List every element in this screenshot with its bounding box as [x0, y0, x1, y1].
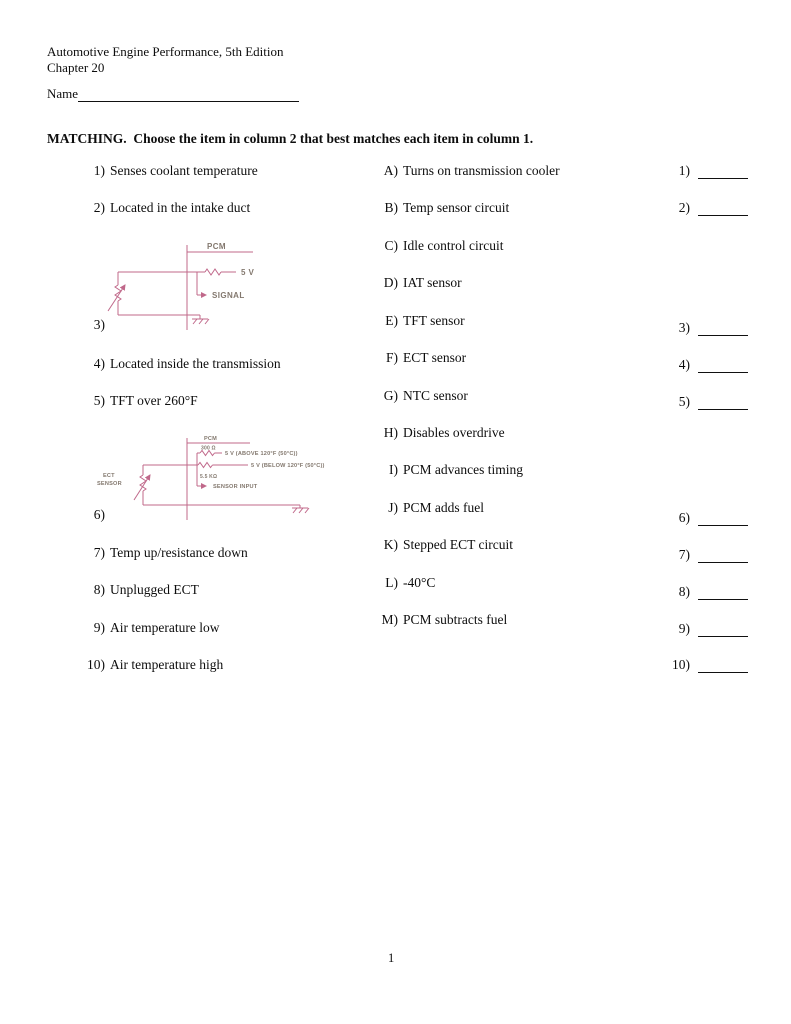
- col2-item-m: [340, 612, 507, 628]
- answer-row-5: [604, 394, 748, 410]
- item-number: 10): [87, 657, 105, 672]
- col2-item-k: [340, 537, 513, 553]
- pcm-label: PCM: [204, 436, 218, 442]
- answer-blank-3[interactable]: [698, 320, 748, 336]
- chapter-label: Chapter 20: [47, 60, 105, 75]
- item-text: Stepped ECT circuit: [403, 537, 513, 552]
- answer-blank-6[interactable]: [698, 510, 748, 526]
- item-number: 8): [93, 582, 105, 597]
- col2-item-j: [340, 500, 484, 516]
- col2-item-f: [340, 350, 466, 366]
- answer-row-9: [604, 621, 748, 637]
- name-blank-line[interactable]: [78, 86, 299, 102]
- col2-item-e: [340, 313, 465, 329]
- item-text: Unplugged ECT: [110, 582, 199, 597]
- item-letter: J): [388, 500, 398, 515]
- answer-number: 8): [678, 584, 690, 599]
- col2-item-b: [340, 200, 509, 216]
- ect-label-line1: ECT: [103, 473, 115, 479]
- col1-item-5: [48, 393, 198, 409]
- item-text: PCM adds fuel: [403, 500, 484, 515]
- col1-item-3: [48, 317, 110, 333]
- signal-label: SIGNAL: [212, 291, 245, 300]
- col2-item-h: [340, 425, 505, 441]
- thermistor-arrow: [108, 285, 125, 311]
- ground-symbol: [192, 315, 209, 324]
- answer-blank-4[interactable]: [698, 357, 748, 373]
- col1-item-7: [48, 545, 248, 561]
- answer-blank-8[interactable]: [698, 584, 748, 600]
- col1-item-9: [48, 620, 219, 636]
- item-number: 2): [93, 200, 105, 215]
- item-letter: H): [383, 425, 398, 440]
- item-text: Air temperature high: [110, 657, 224, 672]
- col1-item-8: [48, 582, 199, 598]
- item-letter: C): [384, 238, 398, 253]
- answer-row-3: [604, 320, 748, 336]
- item-text: PCM subtracts fuel: [403, 612, 508, 627]
- col1-item-10: [48, 657, 223, 673]
- col2-item-i: [340, 462, 523, 478]
- name-row: [47, 86, 299, 102]
- item-text: IAT sensor: [403, 275, 462, 290]
- item-number: 3): [93, 317, 105, 332]
- item-letter: A): [383, 163, 398, 178]
- answer-number: 7): [678, 547, 690, 562]
- item-text: TFT over 260°F: [110, 393, 198, 408]
- col1-item-1: [48, 163, 258, 179]
- item-text: Temp sensor circuit: [403, 200, 510, 215]
- item-letter: D): [383, 275, 398, 290]
- item-number: 9): [93, 620, 105, 635]
- item-text: Disables overdrive: [403, 425, 505, 440]
- item-text: ECT sensor: [403, 350, 467, 365]
- item-text: Idle control circuit: [403, 238, 504, 253]
- item-letter: K): [383, 537, 398, 552]
- item-letter: E): [385, 313, 398, 328]
- answer-number: 3): [678, 320, 690, 335]
- item-letter: M): [381, 612, 398, 627]
- sensor-input-label: SENSOR INPUT: [213, 484, 258, 490]
- answer-row-8: [604, 584, 748, 600]
- answer-blank-9[interactable]: [698, 621, 748, 637]
- answer-blank-1[interactable]: [698, 163, 748, 179]
- answer-row-7: [604, 547, 748, 563]
- col1-item-6: [48, 507, 110, 523]
- col1-item-4: [48, 356, 281, 372]
- item-letter: I): [389, 462, 398, 477]
- item-number: 4): [93, 356, 105, 371]
- item-letter: F): [385, 350, 398, 365]
- answer-row-4: [604, 357, 748, 373]
- answer-row-2: [604, 200, 748, 216]
- item-text: TFT sensor: [403, 313, 465, 328]
- circuit-diagram-item3: [95, 237, 295, 337]
- five-volt-above-label: 5 V (ABOVE 120°F (50°C)): [225, 451, 298, 457]
- item-text: -40°C: [403, 575, 436, 590]
- pcm-label: PCM: [207, 242, 226, 251]
- five-volt-label: 5 V: [241, 268, 255, 277]
- item-text: Air temperature low: [110, 620, 220, 635]
- item-text: Senses coolant temperature: [110, 163, 258, 178]
- doc-title: Automotive Engine Performance, 5th Edition: [47, 44, 284, 59]
- circuit-diagram-item6: [90, 430, 335, 525]
- answer-blank-10[interactable]: [698, 657, 748, 673]
- answer-blank-2[interactable]: [698, 200, 748, 216]
- five-volt-below-label: 5 V (BELOW 120°F (50°C)): [251, 463, 325, 469]
- answer-row-1: [604, 163, 748, 179]
- answer-blank-7[interactable]: [698, 547, 748, 563]
- answer-blank-5[interactable]: [698, 394, 748, 410]
- col2-item-c: [340, 238, 503, 254]
- ground-symbol: [292, 505, 309, 513]
- item-number: 7): [93, 545, 105, 560]
- matching-heading: MATCHING. Choose the item in column 2 that best matches each item in column 1.: [47, 131, 534, 146]
- item-text: Temp up/resistance down: [110, 545, 248, 560]
- col2-item-g: [340, 388, 468, 404]
- item-text: PCM advances timing: [403, 462, 523, 477]
- resistor-55k-label: 5.5 KΩ: [200, 474, 218, 480]
- answer-number: 1): [678, 163, 690, 178]
- col2-item-l: [340, 575, 435, 591]
- item-text: Located inside the transmission: [110, 356, 281, 371]
- answer-number: 4): [678, 357, 690, 372]
- answer-number: 6): [678, 510, 690, 525]
- answer-row-10: [604, 657, 748, 673]
- item-number: 1): [93, 163, 105, 178]
- col1-item-2: [48, 200, 250, 216]
- item-text: NTC sensor: [403, 388, 468, 403]
- item-letter: G): [383, 388, 398, 403]
- resistor-300-label: 300 Ω: [201, 445, 216, 452]
- col2-item-a: [340, 163, 560, 179]
- answer-number: 5): [678, 394, 690, 409]
- answer-number: 9): [678, 621, 690, 636]
- resistor-symbol: [205, 269, 221, 275]
- item-text: Located in the intake duct: [110, 200, 251, 215]
- answer-row-6: [604, 510, 748, 526]
- item-letter: B): [384, 200, 398, 215]
- item-letter: L): [385, 575, 398, 590]
- item-number: 6): [93, 507, 105, 522]
- item-number: 5): [93, 393, 105, 408]
- col2-item-d: [340, 275, 462, 291]
- page-number: 1: [388, 951, 395, 965]
- item-text: Turns on transmission cooler: [403, 163, 560, 178]
- resistor-symbol-55k: [198, 463, 213, 468]
- answer-number: 10): [672, 657, 690, 672]
- answer-number: 2): [678, 200, 690, 215]
- ect-label-line2: SENSOR: [97, 481, 122, 487]
- name-label: Name: [47, 86, 79, 101]
